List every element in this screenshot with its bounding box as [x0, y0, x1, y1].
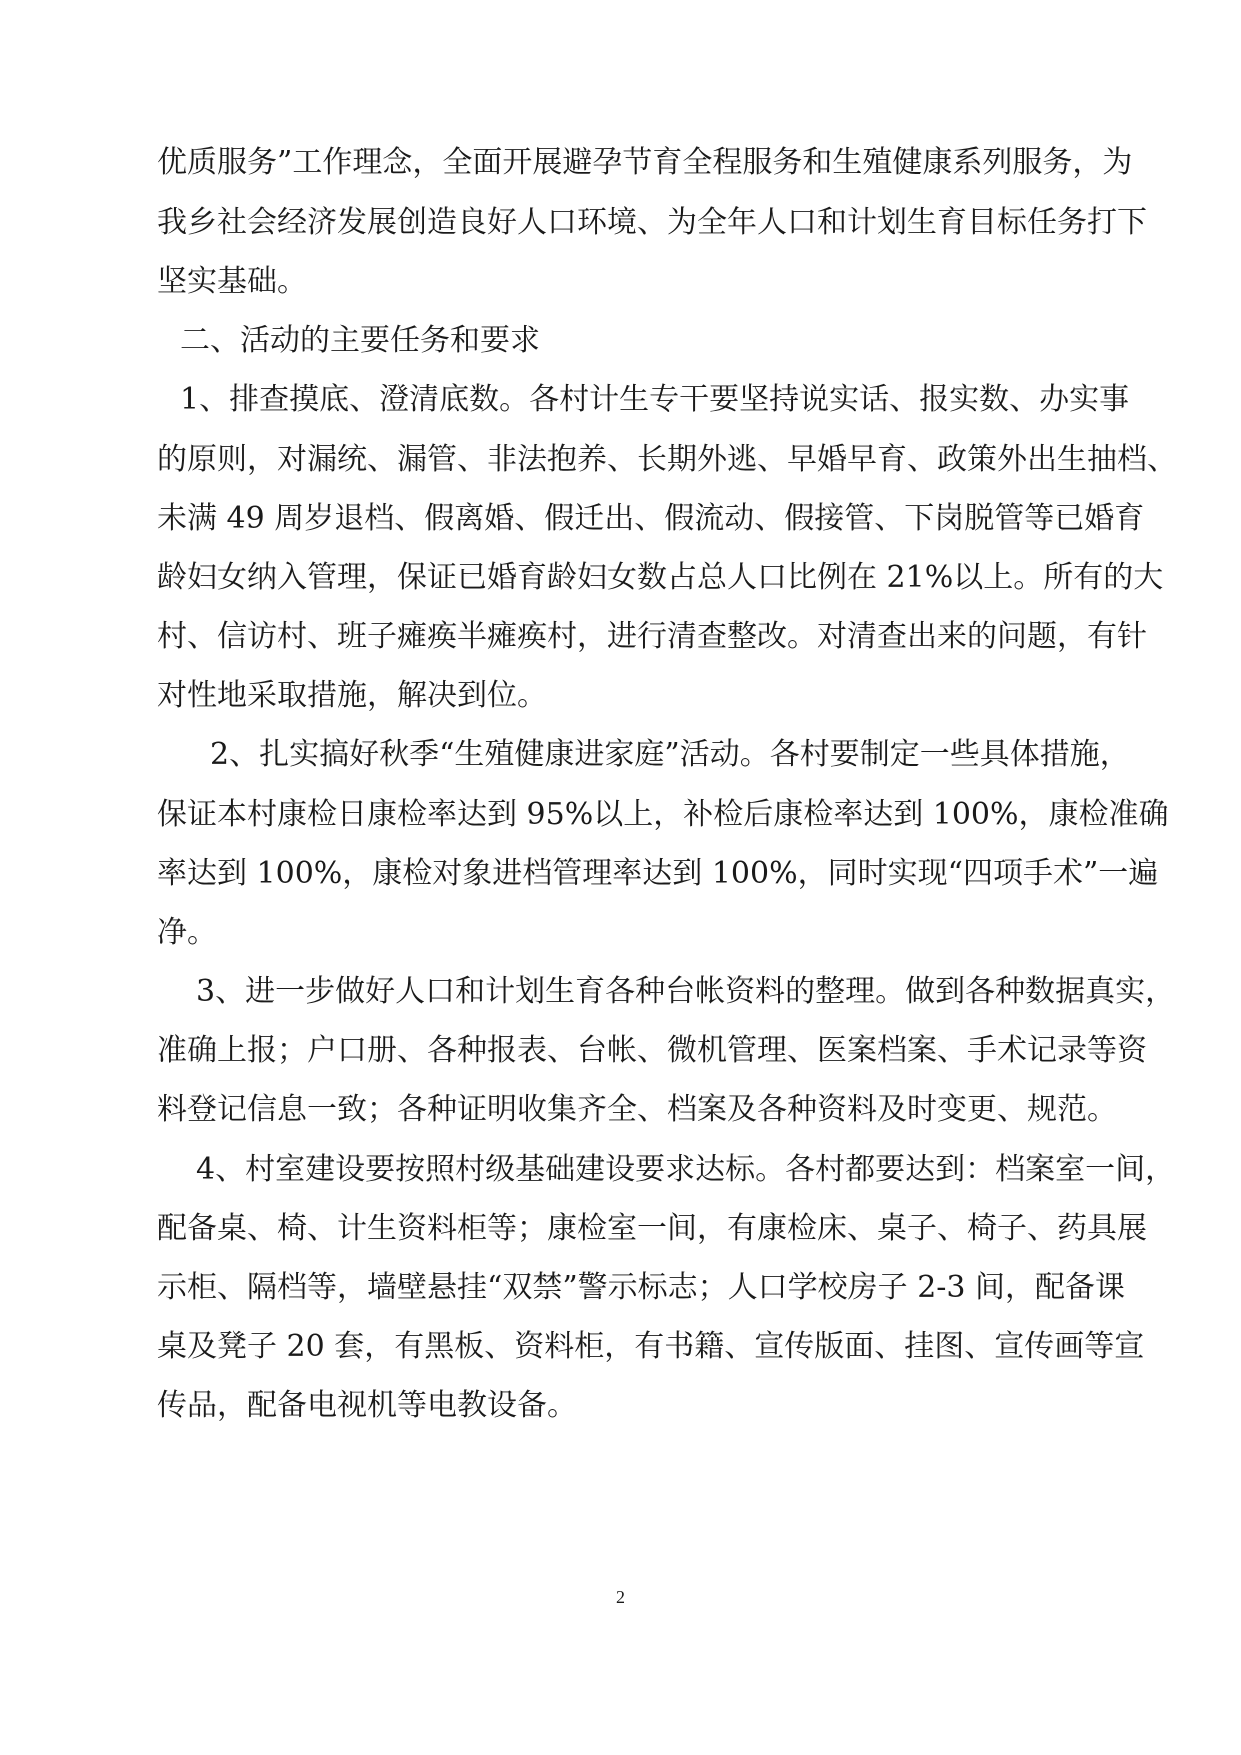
text-line: 准确上报；户口册、各种报表、台帐、微机管理、医案档案、手术记录等资: [157, 1033, 1147, 1068]
text-line: 优质服务”工作理念，全面开展避孕节育全程服务和生殖健康系列服务，为: [157, 145, 1133, 180]
text-line: 4、村室建设要按照村级基础建设要求达标。各村都要达到：档案室一间，: [196, 1152, 1176, 1187]
text-line: 3、进一步做好人口和计划生育各种台帐资料的整理。做到各种数据真实，: [196, 974, 1176, 1009]
text-line: 示柜、隔档等，墙壁悬挂“双禁”警示标志；人口学校房子 2-3 间，配备课: [157, 1270, 1126, 1305]
text-line: 料登记信息一致；各种证明收集齐全、档案及各种资料及时变更、规范。: [157, 1092, 1117, 1127]
text-line: 未满 49 周岁退档、假离婚、假迁出、假流动、假接管、下岗脱管等已婚育: [157, 501, 1145, 536]
text-line: 2、扎实搞好秋季“生殖健康进家庭”活动。各村要制定一些具体措施，: [210, 737, 1130, 772]
text-line: 桌及凳子 20 套，有黑板、资料柜，有书籍、宣传版面、挂图、宣传画等宣: [157, 1329, 1145, 1364]
text-line: 龄妇女纳入管理，保证已婚育龄妇女数占总人口比例在 21%以上。所有的大: [157, 560, 1164, 595]
text-line: 坚实基础。: [157, 264, 307, 299]
page-number: 2: [616, 1587, 625, 1607]
text-line: 配备桌、椅、计生资料柜等；康检室一间，有康检床、桌子、椅子、药具展: [157, 1211, 1147, 1246]
text-line: 保证本村康检日康检率达到 95%以上，补检后康检率达到 100%，康检准确: [157, 797, 1169, 832]
text-line: 1、排查摸底、澄清底数。各村计生专干要坚持说实话、报实数、办实事: [180, 382, 1130, 417]
text-line: 对性地采取措施，解决到位。: [157, 678, 547, 713]
text-line: 我乡社会经济发展创造良好人口环境、为全年人口和计划生育目标任务打下: [157, 205, 1147, 240]
text-line: 传品，配备电视机等电教设备。: [157, 1388, 577, 1423]
text-line: 净。: [157, 915, 217, 950]
text-line: 村、信访村、班子瘫痪半瘫痪村，进行清查整改。对清查出来的问题，有针: [157, 619, 1147, 654]
section-heading: 二、活动的主要任务和要求: [180, 323, 540, 358]
text-line: 的原则，对漏统、漏管、非法抱养、长期外逃、早婚早育、政策外出生抽档、: [157, 442, 1177, 477]
text-line: 率达到 100%，康检对象进档管理率达到 100%，同时实现“四项手术”一遍: [157, 856, 1159, 891]
